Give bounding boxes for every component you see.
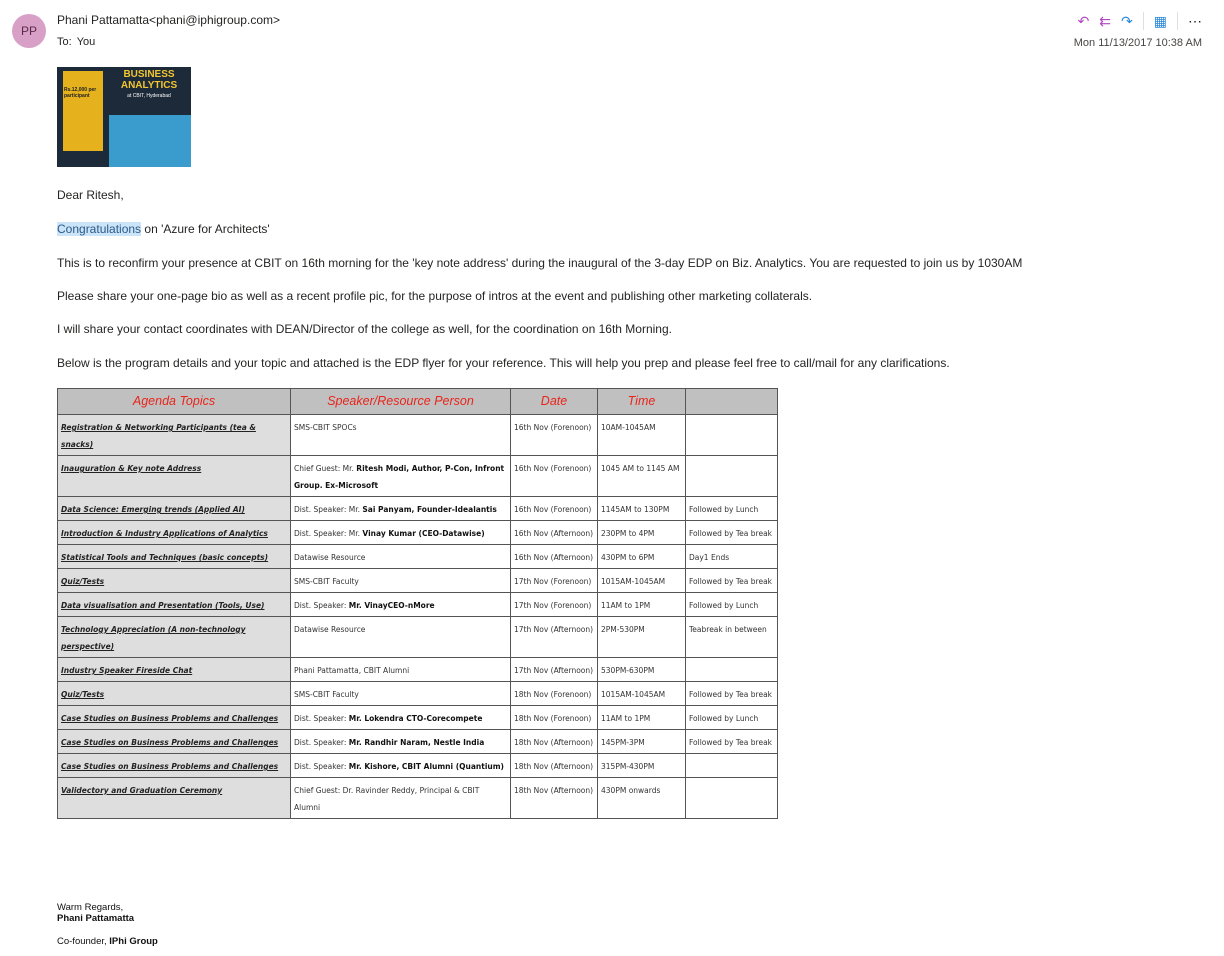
session-date: 18th Nov (Afternoon) (511, 778, 598, 819)
session-date: 16th Nov (Afternoon) (511, 521, 598, 545)
session-time: 315PM-430PM (598, 754, 686, 778)
session-time: 1015AM-1045AM (598, 682, 686, 706)
session-date: 16th Nov (Afternoon) (511, 545, 598, 569)
agenda-topic: Introduction & Industry Applications of Analytics (58, 521, 291, 545)
session-note: Followed by Tea break (686, 730, 778, 754)
agenda-topic: Case Studies on Business Problems and Challenges (58, 730, 291, 754)
session-date: 17th Nov (Forenoon) (511, 569, 598, 593)
table-row (58, 682, 778, 706)
speaker: Dist. Speaker: Mr. Kishore, CBIT Alumni (Quantium) (291, 754, 511, 778)
paragraph: This is to reconfirm your presence at CBIT on 16th morning for the 'key note address' during the inaugural of the 3-day EDP on Biz. Analytics. You are requested to join us by 1030AM (57, 256, 1023, 270)
session-time: 11AM to 1PM (598, 593, 686, 617)
agenda-topic: Quiz/Tests (58, 682, 291, 706)
highlighted-word[interactable]: Congratulations (57, 222, 142, 236)
divider (1143, 12, 1144, 30)
table-row (58, 658, 778, 682)
forward-icon[interactable]: ↷ (1121, 12, 1133, 29)
avatar: PP (12, 14, 46, 48)
speaker: Dist. Speaker: Mr. Randhir Naram, Nestle India (291, 730, 511, 754)
speaker: Dist. Speaker: Mr. VinayCEO-nMore (291, 593, 511, 617)
speaker: Chief Guest: Dr. Ravinder Reddy, Principal & CBIT Alumni (291, 778, 511, 819)
table-row (58, 754, 778, 778)
flyer-fee: Rs.12,000 per participant (64, 87, 97, 99)
message-actions (1078, 12, 1202, 30)
to-label: To: (57, 36, 72, 48)
session-note: Followed by Lunch (686, 497, 778, 521)
paragraph: Below is the program details and your topic and attached is the EDP flyer for your reference. This will help you prep and please feel free to call/mail for any clarifications. (57, 356, 950, 370)
column-header (686, 389, 778, 415)
more-icon[interactable]: ⋯ (1188, 12, 1202, 29)
session-time: 11AM to 1PM (598, 706, 686, 730)
table-row (58, 456, 778, 497)
session-note: Followed by Lunch (686, 593, 778, 617)
table-row (58, 569, 778, 593)
session-time: 2PM-530PM (598, 617, 686, 658)
table-row (58, 706, 778, 730)
session-time: 145PM-3PM (598, 730, 686, 754)
session-note: Followed by Tea break (686, 682, 778, 706)
sent-date: Mon 11/13/2017 10:38 AM (1073, 37, 1202, 49)
agenda-table (57, 388, 778, 819)
session-date: 16th Nov (Forenoon) (511, 456, 598, 497)
speaker: Chief Guest: Mr. Ritesh Modi, Author, P-Con, Infront Group. Ex-Microsoft (291, 456, 511, 497)
session-note (686, 658, 778, 682)
session-time: 1045 AM to 1145 AM (598, 456, 686, 497)
speaker: Datawise Resource (291, 545, 511, 569)
agenda-topic: Case Studies on Business Problems and Challenges (58, 754, 291, 778)
session-date: 17th Nov (Afternoon) (511, 658, 598, 682)
agenda-topic: Case Studies on Business Problems and Challenges (58, 706, 291, 730)
session-date: 18th Nov (Afternoon) (511, 730, 598, 754)
speaker: SMS-CBIT Faculty (291, 569, 511, 593)
table-row (58, 593, 778, 617)
table-row (58, 730, 778, 754)
session-date: 18th Nov (Afternoon) (511, 754, 598, 778)
signature-role: Co-founder, IPhi Group (57, 936, 158, 947)
to-value[interactable]: You (76, 36, 96, 48)
session-time: 230PM to 4PM (598, 521, 686, 545)
session-time: 1145AM to 130PM (598, 497, 686, 521)
session-date: 17th Nov (Forenoon) (511, 593, 598, 617)
divider (1177, 12, 1178, 30)
greeting: Dear Ritesh, (57, 188, 124, 202)
flyer-image[interactable] (57, 67, 191, 167)
table-row (58, 497, 778, 521)
table-row (58, 545, 778, 569)
speaker: Phani Pattamatta, CBIT Alumni (291, 658, 511, 682)
column-header: Time (598, 389, 686, 415)
column-header: Speaker/Resource Person (291, 389, 511, 415)
agenda-topic: Validectory and Graduation Ceremony (58, 778, 291, 819)
session-note: Followed by Lunch (686, 706, 778, 730)
session-time: 530PM-630PM (598, 658, 686, 682)
session-note: Followed by Tea break (686, 569, 778, 593)
agenda-topic: Industry Speaker Fireside Chat (58, 658, 291, 682)
paragraph: I will share your contact coordinates with DEAN/Director of the college as well, for the coordination on 16th Morning. (57, 322, 672, 336)
session-date: 17th Nov (Afternoon) (511, 617, 598, 658)
session-note (686, 754, 778, 778)
speaker: Datawise Resource (291, 617, 511, 658)
session-time: 430PM onwards (598, 778, 686, 819)
agenda-topic: Statistical Tools and Techniques (basic concepts) (58, 545, 291, 569)
congrats-line: Congratulations on 'Azure for Architects' (57, 222, 270, 236)
sender[interactable]: Phani Pattamatta<phani@iphigroup.com> (57, 13, 280, 27)
agenda-topic: Quiz/Tests (58, 569, 291, 593)
flyer-title: BUSINESS ANALYTICS at CBIT, Hyderabad (120, 69, 178, 99)
signature-name: Phani Pattamatta (57, 913, 135, 924)
agenda-topic: Data Science: Emerging trends (Applied AI) (58, 497, 291, 521)
agenda-topic: Data visualisation and Presentation (Tools, Use) (58, 593, 291, 617)
agenda-topic: Technology Appreciation (A non-technology perspective) (58, 617, 291, 658)
session-note: Teabreak in between (686, 617, 778, 658)
recipients (57, 36, 95, 48)
session-note (686, 415, 778, 456)
session-date: 16th Nov (Forenoon) (511, 497, 598, 521)
session-time: 430PM to 6PM (598, 545, 686, 569)
agenda-topic: Inauguration & Key note Address (58, 456, 291, 497)
table-row (58, 521, 778, 545)
speaker: SMS-CBIT Faculty (291, 682, 511, 706)
session-time: 1015AM-1045AM (598, 569, 686, 593)
session-note: Followed by Tea break (686, 521, 778, 545)
session-date: 18th Nov (Forenoon) (511, 682, 598, 706)
flyer-graphic (109, 115, 191, 167)
session-note (686, 456, 778, 497)
speaker: Dist. Speaker: Mr. Sai Panyam, Founder-Idealantis (291, 497, 511, 521)
flyer-info-panel (63, 71, 103, 151)
session-date: 16th Nov (Forenoon) (511, 415, 598, 456)
session-note: Day1 Ends (686, 545, 778, 569)
apps-icon[interactable]: ▦ (1153, 12, 1167, 29)
reply-icon[interactable]: ↶ (1077, 12, 1090, 29)
session-date: 18th Nov (Forenoon) (511, 706, 598, 730)
speaker: Dist. Speaker: Mr. Lokendra CTO-Corecompete (291, 706, 511, 730)
sign-off: Warm Regards, (57, 902, 124, 913)
agenda-topic: Registration & Networking Participants (tea & snacks) (58, 415, 291, 456)
table-row (58, 617, 778, 658)
column-header: Agenda Topics (58, 389, 291, 415)
session-note (686, 778, 778, 819)
column-header: Date (511, 389, 598, 415)
table-row (58, 778, 778, 819)
paragraph: Please share your one-page bio as well as a recent profile pic, for the purpose of intros at the event and publishing other marketing collaterals. (57, 289, 813, 303)
reply-all-icon[interactable]: ⇇ (1099, 12, 1112, 29)
speaker: SMS-CBIT SPOCs (291, 415, 511, 456)
speaker: Dist. Speaker: Mr. Vinay Kumar (CEO-Datawise) (291, 521, 511, 545)
table-row (58, 415, 778, 456)
session-time: 10AM-1045AM (598, 415, 686, 456)
